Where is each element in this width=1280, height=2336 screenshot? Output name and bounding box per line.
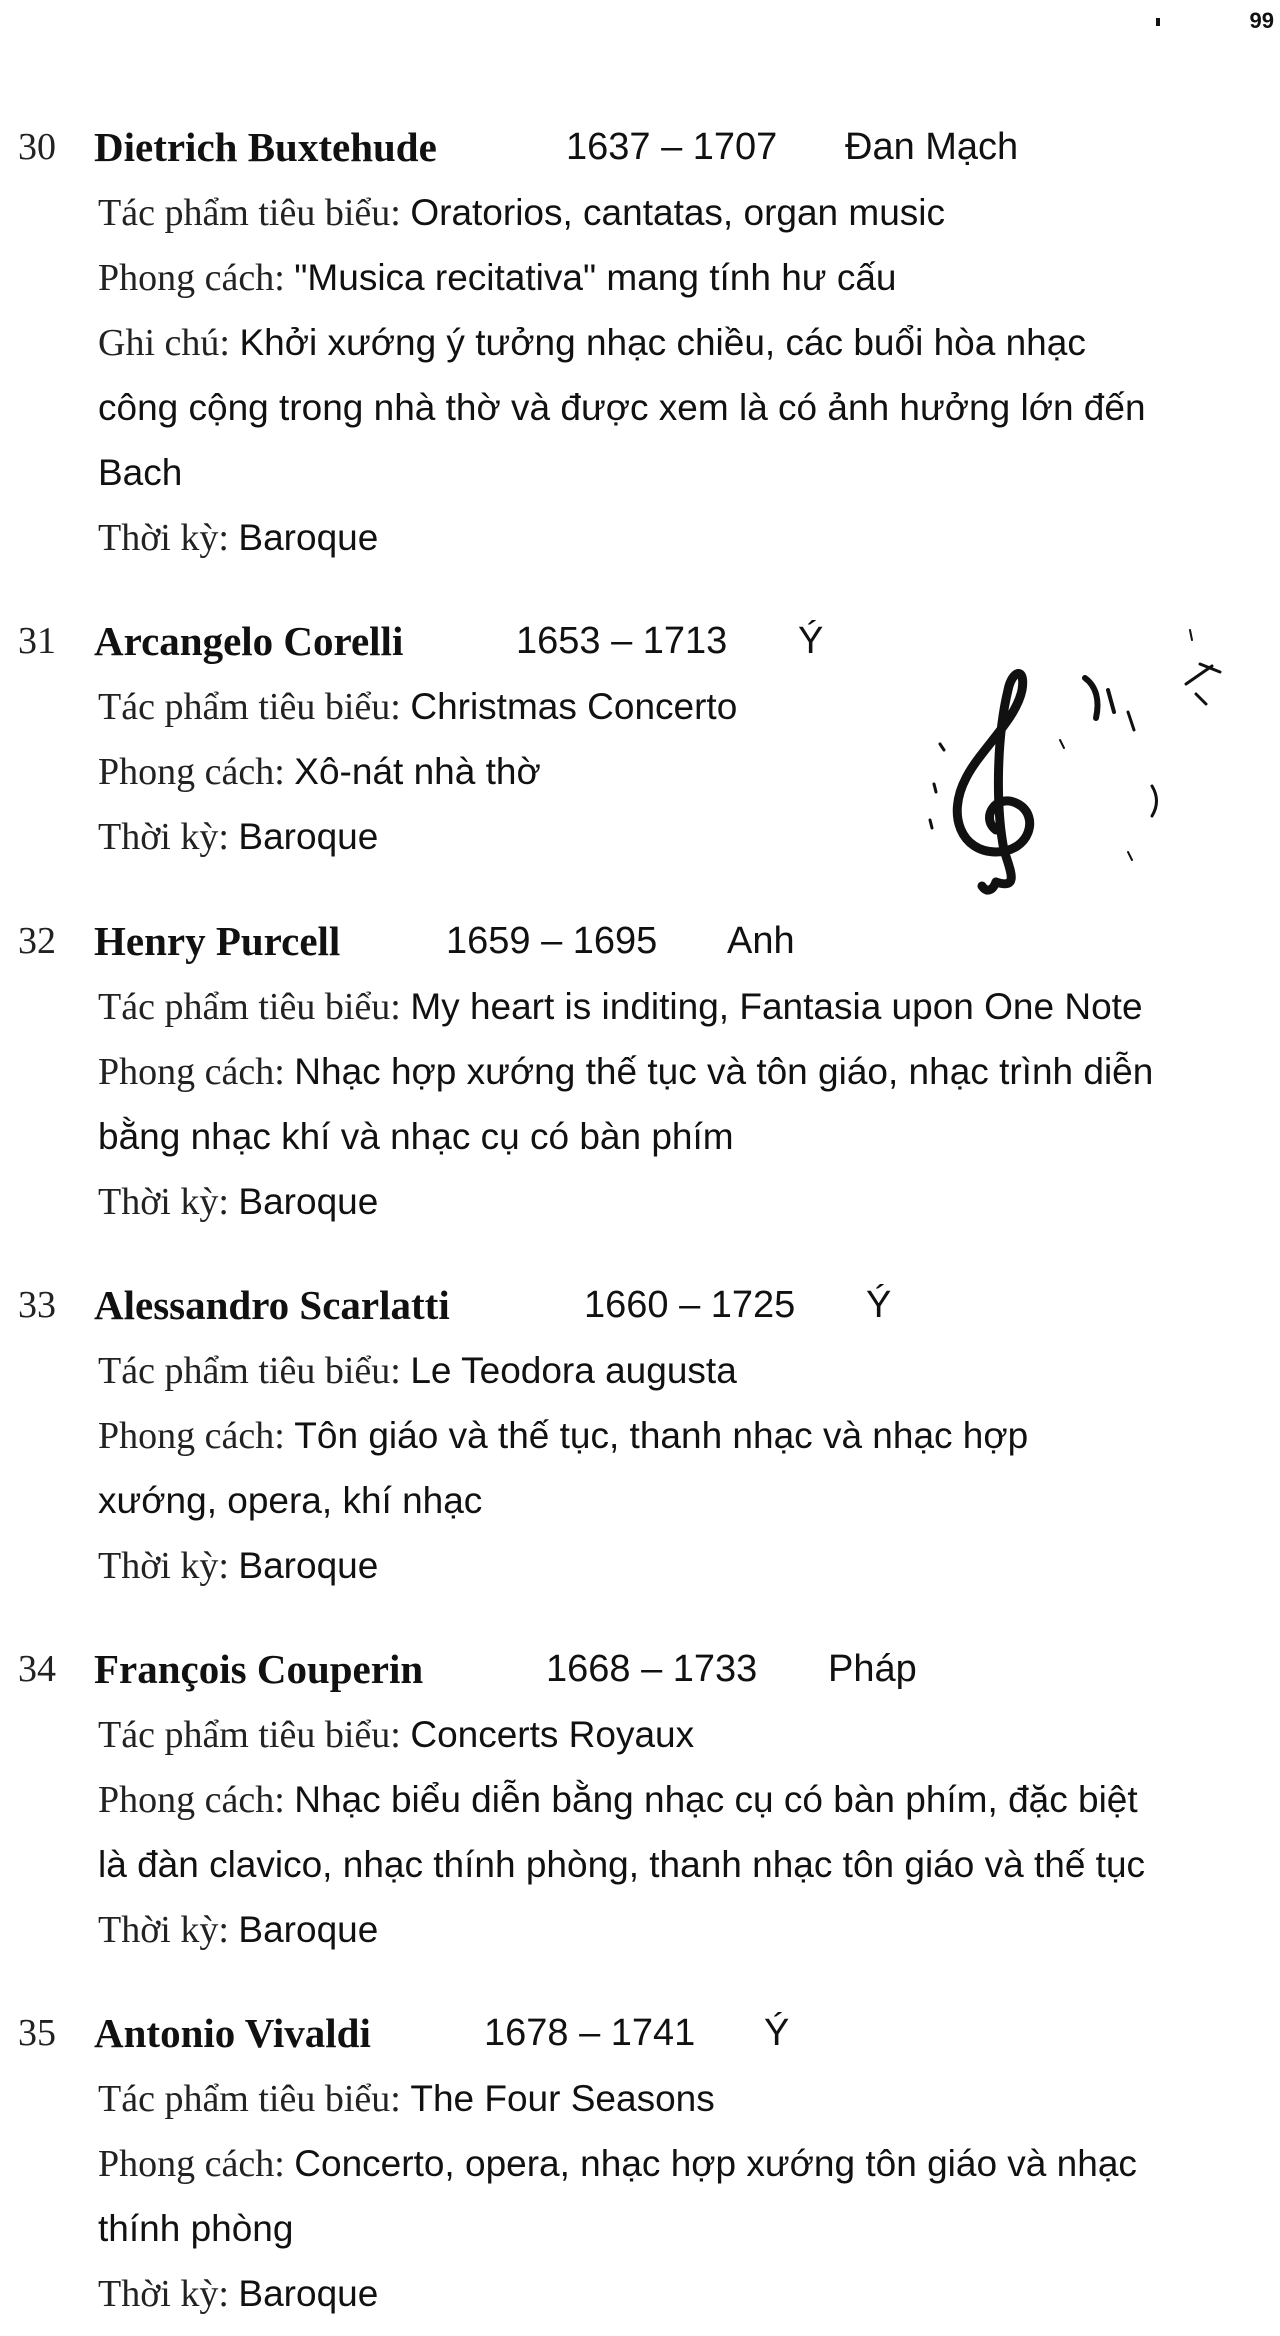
works-value: Le Teodora augusta [410,1350,737,1391]
composer-entry-34 [0,1636,1280,1962]
composer-country: Pháp [828,1648,917,1690]
composer-years: 1659 – 1695 [446,920,658,962]
works-label: Tác phẩm tiêu biểu: [98,686,401,728]
composer-entry-33 [0,1272,1280,1598]
works-value: My heart is inditing, Fantasia upon One Note [410,986,1143,1027]
works-label: Tác phẩm tiêu biểu: [98,192,401,234]
period-label: Thời kỳ: [98,517,229,559]
works-value: Oratorios, cantatas, organ music [410,192,946,233]
period-value: Baroque [238,816,379,857]
period-label: Thời kỳ: [98,816,229,858]
style-value: Nhạc biểu diễn bằng nhạc cụ có bàn phím, đặc biệt [294,1779,1138,1820]
composer-years: 1660 – 1725 [584,1284,796,1326]
style-label: Phong cách: [98,751,285,793]
composer-country: Anh [727,920,795,962]
style-value: Nhạc hợp xướng thế tục và tôn giáo, nhạc trình diễn [294,1051,1154,1092]
note-value: công cộng trong nhà thờ và được xem là có ảnh hưởng lớn đến [98,387,1146,428]
composer-name: Arcangelo Corelli [94,618,404,664]
composer-years: 1678 – 1741 [484,2012,696,2054]
style-label: Phong cách: [98,2143,285,2185]
entry-number: 30 [18,126,56,168]
composer-entry-30 [0,114,1280,570]
entry-number: 32 [18,920,56,962]
composer-entry-32 [0,908,1280,1234]
style-value: bằng nhạc khí và nhạc cụ có bàn phím [98,1116,734,1157]
period-value: Baroque [238,517,379,558]
page-number: 99 [1249,8,1274,33]
period-value: Baroque [238,1909,379,1950]
works-label: Tác phẩm tiêu biểu: [98,986,401,1028]
entry-number: 34 [18,1648,56,1690]
style-label: Phong cách: [98,1779,285,1821]
note-value: Bach [98,452,183,493]
works-value: The Four Seasons [410,2078,715,2119]
composer-entry-35 [0,2000,1280,2326]
period-label: Thời kỳ: [98,1909,229,1951]
style-value: Concerto, opera, nhạc hợp xướng tôn giáo và nhạc [294,2143,1137,2184]
period-label: Thời kỳ: [98,1545,229,1587]
composer-country: Ý [764,2012,790,2054]
style-value: xướng, opera, khí nhạc [98,1480,483,1521]
treble-clef-icon [900,620,1230,910]
period-value: Baroque [238,2273,379,2314]
composer-years: 1668 – 1733 [546,1648,758,1690]
style-value: Tôn giáo và thế tục, thanh nhạc và nhạc hợp [294,1415,1029,1456]
style-value: "Musica recitativa" mang tính hư cấu [294,257,897,298]
period-value: Baroque [238,1181,379,1222]
composer-years: 1637 – 1707 [566,126,778,168]
works-value: Concerts Royaux [410,1714,695,1755]
page-mark [1156,18,1160,26]
style-value: Xô-nát nhà thờ [294,751,541,792]
composer-name: Antonio Vivaldi [94,2010,371,2056]
style-label: Phong cách: [98,1415,285,1457]
style-value: thính phòng [98,2208,294,2249]
style-label: Phong cách: [98,257,285,299]
composer-country: Ý [798,620,824,662]
works-label: Tác phẩm tiêu biểu: [98,2078,401,2120]
works-value: Christmas Concerto [410,686,738,727]
composer-years: 1653 – 1713 [516,620,728,662]
works-label: Tác phẩm tiêu biểu: [98,1350,401,1392]
composer-country: Đan Mạch [845,126,1019,168]
period-value: Baroque [238,1545,379,1586]
composer-name: François Couperin [94,1646,424,1692]
note-label: Ghi chú: [98,322,230,364]
composer-country: Ý [866,1284,892,1326]
entry-number: 35 [18,2012,56,2054]
note-value: Khởi xướng ý tưởng nhạc chiều, các buổi hòa nhạc [239,322,1086,363]
style-value: là đàn clavico, nhạc thính phòng, thanh nhạc tôn giáo và thế tục [98,1844,1146,1885]
entry-number: 33 [18,1284,56,1326]
composer-name: Dietrich Buxtehude [94,124,437,170]
composer-name: Alessandro Scarlatti [94,1282,450,1328]
composer-name: Henry Purcell [94,918,341,964]
period-label: Thời kỳ: [98,1181,229,1223]
period-label: Thời kỳ: [98,2273,229,2315]
style-label: Phong cách: [98,1051,285,1093]
works-label: Tác phẩm tiêu biểu: [98,1714,401,1756]
entry-number: 31 [18,620,56,662]
